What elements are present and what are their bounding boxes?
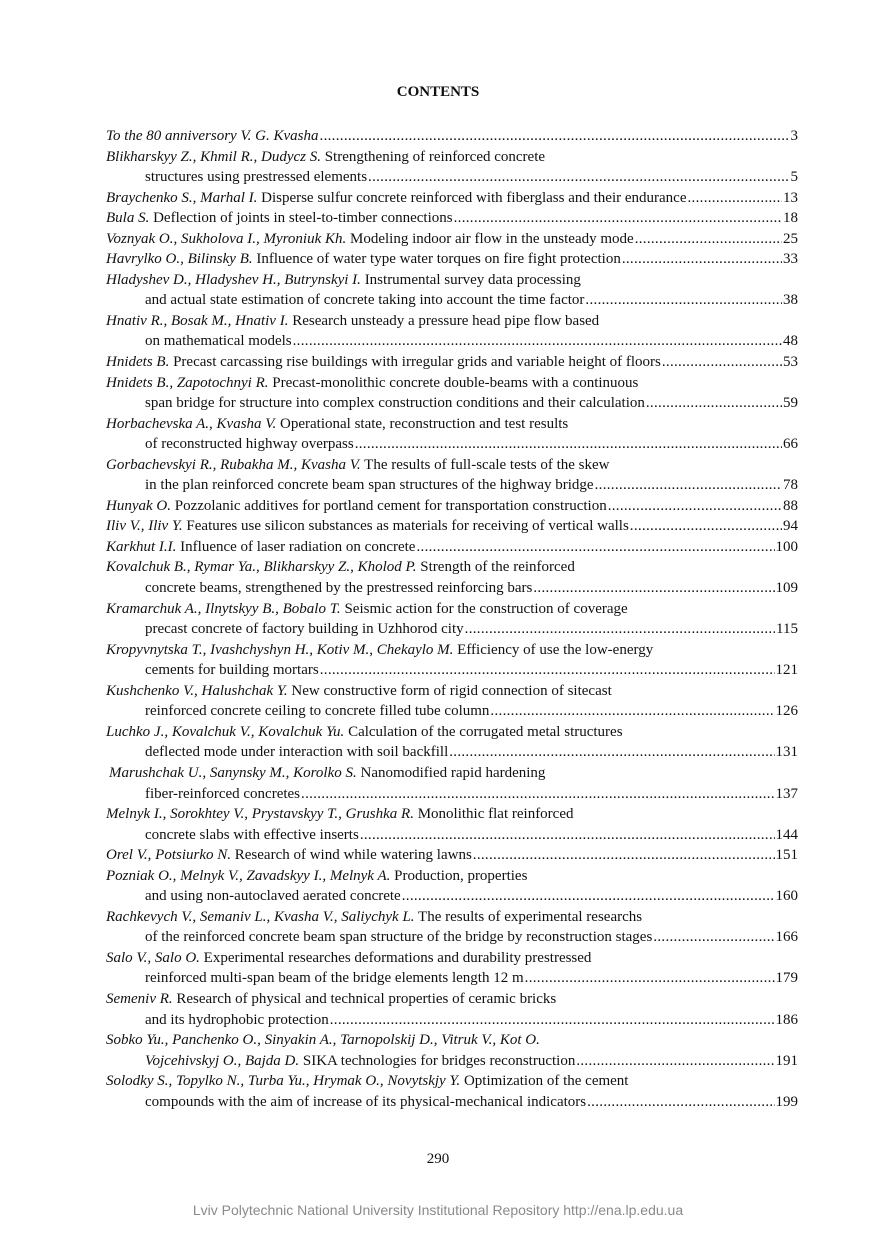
entry-line: [106, 640, 798, 661]
entry-page[interactable]: 38: [783, 292, 798, 309]
entry-authors: Voznyak O., Sukholova I., Myroniuk Kh.: [106, 230, 347, 247]
entry-title: Monolithic flat reinforced: [413, 806, 574, 823]
entry-line: [106, 537, 798, 558]
entry-line: [106, 455, 798, 476]
entry-title-continued: concrete slabs with effective inserts: [145, 826, 359, 843]
dot-leader: [653, 927, 774, 948]
entry-page[interactable]: 191: [775, 1052, 798, 1069]
entry-line-continued: [106, 1010, 798, 1031]
entry-authors: Pozniak O., Melnyk V., Zavadskyy I., Melnyk A.: [106, 867, 391, 884]
entry-line: [106, 373, 798, 394]
entry-page[interactable]: 166: [775, 929, 798, 946]
entry-authors: Luchko J., Kovalchuk V., Kovalchuk Yu.: [106, 723, 345, 740]
dot-leader: [630, 516, 782, 537]
entry-line: [106, 414, 798, 435]
entry-authors: Bula S.: [106, 210, 150, 227]
entry-line-continued: [106, 167, 798, 188]
dot-leader: [525, 968, 775, 989]
entry-line: [106, 866, 798, 887]
entry-authors: Horbachevska A., Kvasha V.: [106, 415, 277, 432]
entry-line: [106, 208, 798, 229]
entry-title: Features use silicon substances as materials for receiving of vertical walls: [182, 518, 629, 535]
entry-title: The results of full-scale tests of the skew: [360, 456, 610, 473]
entry-line-continued: [106, 619, 798, 640]
entry-line: [106, 516, 798, 537]
toc-entry[interactable]: [106, 311, 798, 352]
entry-page[interactable]: 3: [790, 128, 798, 144]
entry-line-continued: [106, 290, 798, 311]
entry-line-continued: [106, 475, 798, 496]
dot-leader: [320, 660, 775, 681]
dot-leader: [662, 352, 782, 373]
entry-page[interactable]: 78: [783, 477, 798, 494]
entry-title: Strengthening of reinforced concrete: [320, 148, 546, 165]
entry-title-continued: fiber-reinforced concretes: [145, 785, 301, 802]
entry-line: [106, 311, 798, 332]
toc-entry[interactable]: [106, 907, 798, 948]
toc-entry[interactable]: [106, 414, 798, 455]
toc-entry[interactable]: [106, 188, 798, 209]
entry-title-continued: precast concrete of factory building in Uzhhorod city: [145, 621, 464, 638]
entry-line-continued: [106, 393, 798, 414]
entry-title-continued: and actual state estimation of concrete taking into account the time factor: [145, 292, 585, 309]
toc-entry[interactable]: [106, 270, 798, 311]
dot-leader: [320, 126, 790, 147]
entry-authors: Braychenko S., Marhal I.: [106, 189, 258, 206]
dot-leader: [595, 475, 782, 496]
toc-entry[interactable]: [106, 763, 798, 804]
entry-page[interactable]: 186: [775, 1011, 798, 1028]
toc-entry[interactable]: [106, 1071, 798, 1112]
entry-line: [106, 845, 798, 866]
entry-title-continued: structures using prestressed elements: [145, 169, 368, 186]
entry-title: Research unsteady a pressure head pipe flow based: [288, 312, 600, 329]
entry-title-continued: SIKA technologies for bridges reconstruction: [299, 1052, 576, 1069]
entry-title-continued: reinforced concrete ceiling to concrete filled tube column: [145, 703, 490, 720]
entry-authors: Hunyak O.: [106, 497, 171, 514]
entry-page[interactable]: 199: [775, 1093, 798, 1110]
dot-leader: [622, 249, 782, 270]
entry-title-continued: on mathematical models: [145, 333, 292, 350]
entry-title-continued: compounds with the aim of increase of its physical-mechanical indicators: [145, 1093, 587, 1110]
toc-entry[interactable]: [106, 537, 798, 558]
entry-line-continued: [106, 825, 798, 846]
entry-authors: Kushchenko V., Halushchak Y.: [106, 682, 288, 699]
entry-page[interactable]: 33: [783, 251, 798, 268]
toc-entry[interactable]: [106, 455, 798, 496]
entry-title-continued: and its hydrophobic protection: [145, 1011, 329, 1028]
dot-leader: [490, 701, 774, 722]
page-number: 290: [426, 1151, 450, 1167]
entry-title: Influence of water type water torques on fire fight protection: [252, 251, 621, 268]
entry-line-continued: [106, 742, 798, 763]
entry-line-continued: [106, 968, 798, 989]
dot-leader: [608, 496, 782, 517]
entry-page[interactable]: 18: [783, 210, 798, 227]
entry-title: New constructive form of rigid connection of sitecast: [287, 682, 612, 699]
entry-authors-continued: Vojcehivskyj O., Bajda D.: [145, 1052, 300, 1069]
entry-authors: Blikharskyy Z., Khmil R., Dudycz S.: [106, 148, 321, 165]
entry-page[interactable]: 126: [775, 703, 798, 720]
dot-leader: [454, 208, 782, 229]
entry-authors: Karkhut I.I.: [106, 538, 177, 555]
toc-entry[interactable]: [106, 866, 798, 907]
entry-title: Strength of the reinforced: [416, 559, 575, 576]
page-title: CONTENTS: [396, 84, 480, 100]
entry-authors: Kovalchuk B., Rymar Ya., Blikharskyy Z., Kholod P.: [106, 559, 417, 576]
entry-title-continued: in the plan reinforced concrete beam span structures of the highway bridge: [145, 477, 594, 494]
entry-title: Nanomodified rapid hardening: [356, 764, 546, 781]
entry-line: [106, 599, 798, 620]
entry-page[interactable]: 88: [783, 497, 798, 514]
entry-page[interactable]: 151: [775, 847, 798, 864]
entry-authors: Hnidets B., Zapotochnyi R.: [106, 374, 269, 391]
entry-title: Pozzolanic additives for portland cement for transportation construction: [170, 497, 607, 514]
entry-page[interactable]: 25: [783, 230, 798, 247]
entry-authors: Marushchak U., Sanynsky M., Korolko S.: [109, 764, 357, 781]
dot-leader: [293, 331, 782, 352]
entry-page[interactable]: 53: [783, 354, 798, 371]
entry-page[interactable]: 160: [775, 888, 798, 905]
entry-authors: Semeniv R.: [106, 990, 173, 1007]
entry-authors: Rachkevych V., Semaniv L., Kvasha V., Saliychyk L.: [106, 908, 415, 925]
dot-leader: [402, 886, 775, 907]
toc-entry[interactable]: [106, 249, 798, 270]
entry-line-continued: [106, 784, 798, 805]
dot-leader: [360, 825, 775, 846]
entry-line-continued: [106, 886, 798, 907]
entry-line: [106, 126, 798, 147]
dot-leader: [416, 537, 774, 558]
entry-title: Experimental researches deformations and durability prestressed: [199, 949, 592, 966]
entry-line-continued: [106, 578, 798, 599]
dot-leader: [301, 784, 774, 805]
toc-entry[interactable]: [106, 722, 798, 763]
entry-title-continued: deflected mode under interaction with soil backfill: [145, 744, 449, 761]
entry-title-continued: and using non-autoclaved aerated concrete: [145, 888, 401, 905]
entry-line: [106, 229, 798, 250]
toc-entry[interactable]: [106, 640, 798, 681]
entry-title-continued: reinforced multi-span beam of the bridge elements length 12 m: [145, 970, 524, 987]
entry-title: Efficiency of use the low-energy: [453, 641, 654, 658]
toc-entry[interactable]: [106, 516, 798, 537]
entry-page[interactable]: 144: [775, 826, 798, 843]
toc-entry[interactable]: [106, 373, 798, 414]
entry-page[interactable]: 59: [783, 395, 798, 412]
entry-title: Instrumental survey data processing: [360, 271, 581, 288]
entry-title: The results of experimental researchs: [414, 908, 643, 925]
toc-entry[interactable]: [106, 147, 798, 188]
entry-authors: Salo V., Salo O.: [106, 949, 200, 966]
entry-line: [106, 989, 798, 1010]
entry-title-continued: of reconstructed highway overpass: [145, 436, 354, 453]
entry-authors: Melnyk I., Sorokhtey V., Prystavskyy T., Grushka R.: [106, 806, 414, 823]
toc-entry[interactable]: [106, 208, 798, 229]
toc-entry[interactable]: [106, 557, 798, 598]
toc-entry[interactable]: [106, 229, 798, 250]
entry-line: [106, 557, 798, 578]
entry-line-continued: [106, 701, 798, 722]
toc-entry[interactable]: [106, 845, 798, 866]
entry-line: [106, 270, 798, 291]
entry-title: Calculation of the corrugated metal structures: [344, 723, 623, 740]
entry-page[interactable]: 131: [775, 744, 798, 761]
dot-leader: [465, 619, 775, 640]
entry-page[interactable]: 137: [775, 785, 798, 802]
dot-leader: [473, 845, 775, 866]
entry-authors: Orel V., Potsiurko N.: [106, 847, 232, 864]
dot-leader: [635, 229, 782, 250]
entry-title: Research of wind while watering lawns: [231, 847, 472, 864]
entry-line: [106, 147, 798, 168]
entry-title-continued: concrete beams, strengthened by the prestressed reinforcing bars: [145, 580, 533, 597]
entry-page[interactable]: 121: [775, 662, 798, 679]
entry-page[interactable]: 100: [775, 538, 798, 555]
toc-entry[interactable]: [106, 989, 798, 1030]
dot-leader: [587, 1092, 774, 1113]
dot-leader: [368, 167, 789, 188]
entry-title: Precast-monolithic concrete double-beams with a continuous: [268, 374, 639, 391]
toc-entry[interactable]: [106, 1030, 798, 1071]
entry-authors: Hnativ R., Bosak M., Hnativ I.: [106, 312, 289, 329]
entry-line-continued: [106, 1051, 798, 1072]
entry-title: Modeling indoor air flow in the unsteady mode: [346, 230, 634, 247]
toc-entry[interactable]: [106, 126, 798, 147]
entry-page[interactable]: 109: [775, 580, 798, 597]
entry-line-continued: [106, 434, 798, 455]
entry-line: [106, 352, 798, 373]
entry-title: Disperse sulfur concrete reinforced with fiberglass and their endurance: [257, 189, 687, 206]
entry-title-continued: cements for building mortars: [145, 662, 319, 679]
entry-title: Operational state, reconstruction and test results: [276, 415, 569, 432]
table-of-contents: [106, 126, 798, 1112]
entry-authors: Havrylko O., Bilinsky B.: [106, 251, 253, 268]
toc-entry[interactable]: [106, 599, 798, 640]
dot-leader: [688, 188, 783, 209]
entry-page[interactable]: 179: [775, 970, 798, 987]
toc-entry[interactable]: [106, 681, 798, 722]
entry-line: [106, 496, 798, 517]
entry-authors: Iliv V., Iliv Y.: [106, 518, 183, 535]
entry-line-continued: [106, 1092, 798, 1113]
entry-page[interactable]: 94: [783, 518, 798, 535]
dot-leader: [585, 290, 782, 311]
entry-page[interactable]: 13: [783, 189, 798, 206]
entry-authors: To the 80 anniversory V. G. Kvasha: [106, 128, 319, 144]
repository-footer: Lviv Polytechnic National University Institutional Repository http://ena.lp.edu.ua: [192, 1202, 684, 1218]
entry-title: Optimization of the cement: [460, 1073, 629, 1090]
entry-line: [106, 804, 798, 825]
entry-title: Research of physical and technical properties of ceramic bricks: [172, 990, 557, 1007]
entry-title: Influence of laser radiation on concrete: [176, 538, 416, 555]
entry-line: [106, 188, 798, 209]
entry-line: [106, 249, 798, 270]
entry-authors: Kropyvnytska T., Ivashchyshyn H., Kotiv M., Chekaylo M.: [106, 641, 454, 658]
entry-title: Deflection of joints in steel-to-timber connections: [149, 210, 453, 227]
entry-line: [106, 681, 798, 702]
entry-line: [106, 722, 798, 743]
entry-title: Production, properties: [390, 867, 528, 884]
toc-entry[interactable]: [106, 948, 798, 989]
dot-leader: [533, 578, 774, 599]
entry-page[interactable]: 48: [783, 333, 798, 350]
entry-line-continued: [106, 927, 798, 948]
entry-line-continued: [106, 331, 798, 352]
dot-leader: [330, 1010, 775, 1031]
dot-leader: [646, 393, 782, 414]
entry-line: [106, 1071, 798, 1092]
entry-page[interactable]: 5: [790, 169, 798, 186]
toc-entry[interactable]: [106, 804, 798, 845]
entry-authors: Hladyshev D., Hladyshev H., Butrynskyi I.: [106, 271, 361, 288]
toc-entry[interactable]: [106, 496, 798, 517]
entry-line: [106, 1030, 798, 1051]
entry-page[interactable]: 115: [776, 621, 798, 638]
dot-leader: [355, 434, 782, 455]
entry-line: [106, 948, 798, 969]
toc-entry[interactable]: [106, 352, 798, 373]
entry-title-continued: of the reinforced concrete beam span structure of the bridge by reconstruction stages: [145, 929, 653, 946]
entry-title: Seismic action for the construction of coverage: [340, 600, 628, 617]
entry-line: [106, 907, 798, 928]
entry-authors: Hnidets B.: [106, 354, 170, 371]
entry-line: [106, 763, 798, 784]
entry-page[interactable]: 66: [783, 436, 798, 453]
entry-title-continued: span bridge for structure into complex construction conditions and their calculation: [145, 395, 645, 412]
entry-authors: Solodky S., Topylko N., Turba Yu., Hrymak O., Novytskjy Y.: [106, 1073, 461, 1090]
entry-authors: Gorbachevskyi R., Rubakha M., Kvasha V.: [106, 456, 361, 473]
entry-line-continued: [106, 660, 798, 681]
dot-leader: [576, 1051, 774, 1072]
entry-authors: Sobko Yu., Panchenko O., Sinyakin A., Tarnopolskij D., Vitruk V., Kot O.: [106, 1032, 540, 1049]
dot-leader: [449, 742, 774, 763]
entry-title: Precast carcassing rise buildings with irregular grids and variable height of floors: [169, 354, 661, 371]
entry-authors: Kramarchuk A., Ilnytskyy B., Bobalo T.: [106, 600, 341, 617]
